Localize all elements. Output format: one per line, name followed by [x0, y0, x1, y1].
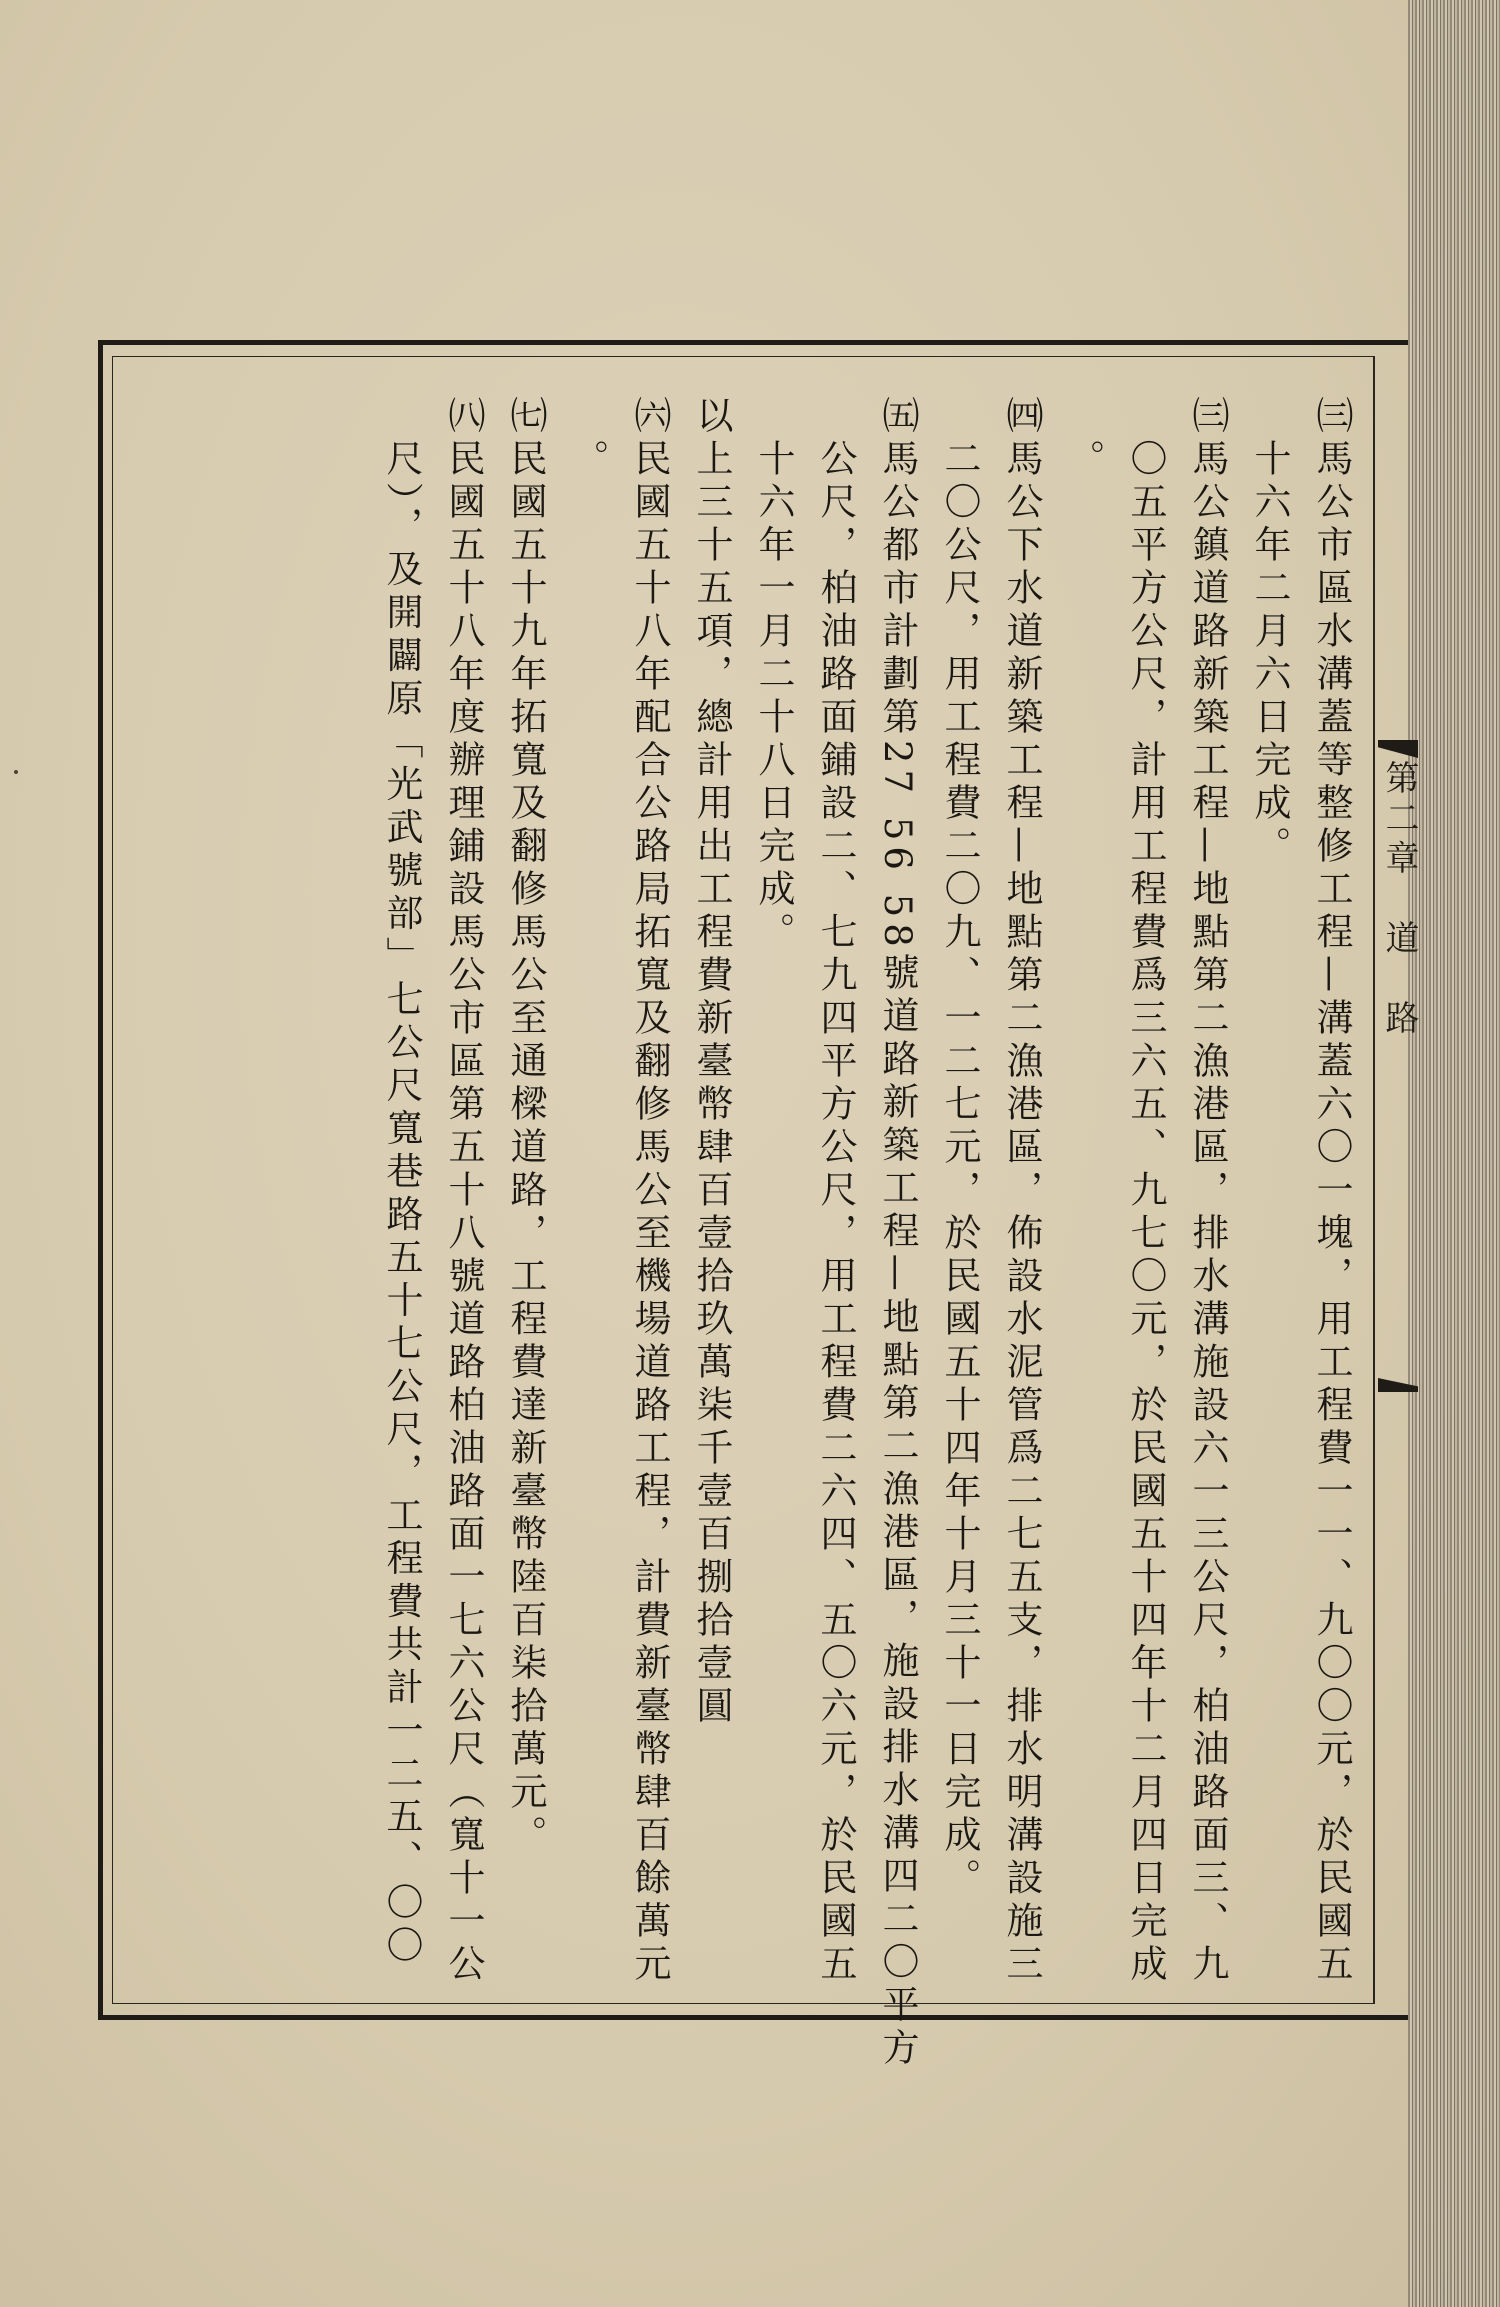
- text-line: ㈥民國五十八年配合公路局拓寬及翻修馬公至機場道路工程，計費新臺幣肆百餘萬元: [628, 396, 671, 1987]
- text-line: ㈣馬公下水道新築工程—地點第二漁港區，佈設水泥管爲二七五支，排水明溝設施三: [1000, 396, 1043, 1987]
- text-line: 二〇公尺，用工程費二〇九、一二七元，於民國五十四年十月三十一日完成。: [938, 396, 981, 1901]
- running-head-chapter: 第二章: [1379, 760, 1419, 880]
- vertical-text-body: [370, 396, 1362, 2071]
- text-line: ㈦民國五十九年拓寬及翻修馬公至通樑道路，工程費達新臺幣陸百柒拾萬元。: [504, 396, 547, 1858]
- text-line: 以上三十五項，總計用出工程費新臺幣肆百壹拾玖萬柒千壹百捌拾壹圓: [690, 396, 733, 1729]
- text-line: 十六年一月二十八日完成。: [752, 396, 795, 955]
- running-head-title: 道 路: [1379, 920, 1419, 1040]
- text-line: 〇五平方公尺，計用工程費爲三六五、九七〇元，於民國五十四年十二月四日完成: [1124, 396, 1167, 1987]
- margin-speck: [14, 770, 18, 774]
- text-line: 。: [1062, 396, 1105, 482]
- text-line: ㈢馬公市區水溝蓋等整修工程—溝蓋六〇一塊，用工程費一一、九〇〇元，於民國五: [1310, 396, 1353, 1987]
- text-line: 十六年二月六日完成。: [1248, 396, 1291, 869]
- running-head: [1378, 760, 1424, 1040]
- text-line: ㈤馬公都市計劃第27 56 58號道路新築工程—地點第二漁港區，施設排水溝四二〇平方: [876, 396, 919, 2071]
- text-line: ㈢馬公鎮道路新築工程—地點第二漁港區，排水溝施設六一三公尺，柏油路面三、九: [1186, 396, 1229, 1987]
- text-line: 公尺，柏油路面鋪設二、七九四平方公尺，用工程費二六四、五〇六元，於民國五: [814, 396, 857, 1987]
- text-line: 。: [566, 396, 609, 482]
- running-head-rule: [1374, 356, 1375, 2004]
- book-fore-edge: [1408, 0, 1500, 2307]
- text-line: ㈧民國五十八年度辦理鋪設馬公市區第五十八號道路柏油路面一七六公尺（寬十一公: [442, 396, 485, 1987]
- text-line: 尺），及開闢原「光武號部」七公尺寬巷路五十七公尺，工程費共計一二五、〇〇: [380, 396, 423, 1969]
